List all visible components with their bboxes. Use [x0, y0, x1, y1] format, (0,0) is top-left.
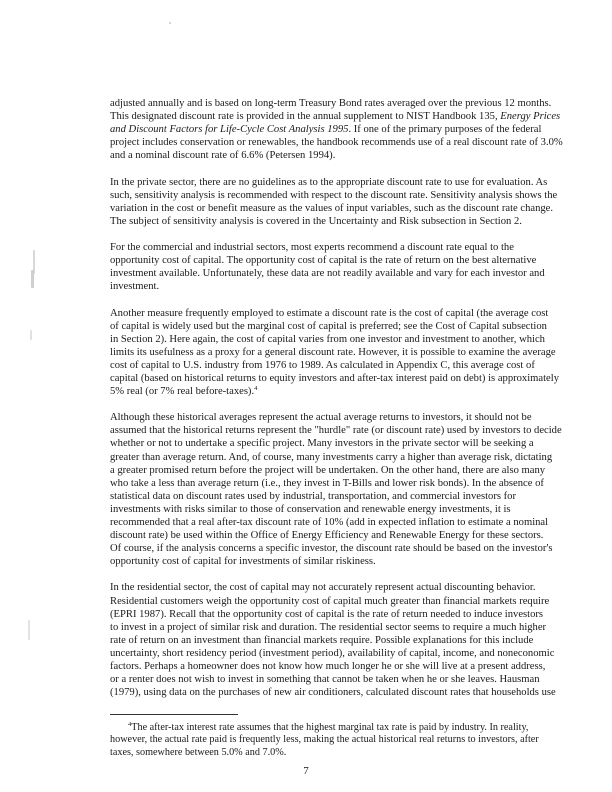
text-line: 5% real (or 7% real before-taxes).$^4$: [110, 385, 258, 398]
text-line: and a nominal discount rate of 6.6% (Petersen 1994).: [110, 150, 336, 162]
text-line: a greater promised return before the project will be undertaken. On the other hand, there are also many: [110, 464, 546, 476]
text-line: Residential customers weigh the opportunity cost of capital much greater than financial markets require: [110, 595, 550, 607]
text-line: greater than average return. And, of course, many investments carry a higher than average risk, dictating: [110, 451, 553, 463]
text-line: or a renter does not wish to invest in something that cannot be taken when he or she leaves. Hausman: [110, 674, 540, 686]
text-line: discount rate) be used within the Office of Energy Efficiency and Renewable Energy for these sectors.: [110, 530, 544, 542]
paragraph: [110, 411, 562, 568]
text-line: opportunity cost of capital for investments of similar riskiness.: [110, 556, 376, 568]
text-line: (1979), using data on the purchases of new air conditioners, calculated discount rates that households use: [110, 687, 556, 699]
text-line: statistical data on discount rates used by industrial, transportation, and commercial investors for: [110, 490, 516, 502]
text-line: whether or not to undertake a specific project. Many investors in the private sector will be seeking a: [110, 438, 534, 450]
paragraph: [110, 176, 558, 228]
scan-artifact: [31, 270, 34, 288]
text-line: assumed that the historical returns represent the "hurdle" rate (or discount rate) used by investors to decide: [110, 425, 562, 437]
text-line: opportunity cost of capital. The opportunity cost of capital is the rate of return on the best alternative: [110, 255, 537, 267]
text-line: capital (based on historical returns to equity investors and after-tax interest paid on debt) is approximately: [110, 372, 560, 384]
text-line: who take a less than average return (i.e., they invest in T-Bills and lower risk bonds). In the absence of: [110, 477, 544, 489]
text-line: factors. Perhaps a homeowner does not know how much longer he or she will live at a present address,: [110, 661, 546, 673]
text-line: For the commercial and industrial sectors, most experts recommend a discount rate equal to the: [110, 242, 514, 254]
text-line: variation in the cost or benefit measure as the values of input variables, such as the discount rate change.: [110, 202, 554, 214]
text-line: In the private sector, there are no guidelines as to the appropriate discount rate to use for evaluation. As: [110, 176, 548, 188]
footnote: [110, 721, 539, 759]
text-line: This designated discount rate is provided in the annual supplement to NIST Handbook 135, Energy Prices: [110, 111, 561, 123]
footnote-divider: [110, 714, 238, 715]
text-line: investment.: [110, 281, 160, 293]
text-line: In the residential sector, the cost of capital may not accurately represent actual discounting behavior.: [110, 582, 536, 594]
text-line: Although these historical averages represent the actual average returns to investors, it should not be: [110, 412, 532, 424]
text-line: uncertainty, short residency period (investment period), availability of capital, income, and noneconomic: [110, 647, 555, 659]
text-line: such, sensitivity analysis is recommended with respect to the discount rate. Sensitivity analysis shows the: [110, 189, 558, 201]
footnote-reference: 4: [254, 385, 258, 393]
text-line: and Discount Factors for Life-Cycle Cost Analysis 1995. If one of the primary purposes of the federal: [110, 124, 542, 136]
page-number: 7: [303, 765, 309, 777]
text-line: cost of capital to U.S. industry from 1976 to 1989. As calculated in Appendix C, this average cost of: [110, 359, 535, 371]
text-line: recommended that a real after-tax discount rate of 10% (add in expected inflation to estimate a nominal: [110, 517, 549, 528]
text-line: adjusted annually and is based on long-term Treasury Bond rates averaged over the previous 12 months.: [110, 98, 552, 109]
scan-artifact: [30, 330, 32, 340]
text-line: project includes conservation or renewables, the handbook recommends use of a real discount rate of 3.0%: [110, 137, 563, 149]
paragraph: [110, 307, 560, 399]
footnote-marker: 4: [128, 721, 132, 728]
paragraph: [110, 97, 563, 162]
text-line: The subject of sensitivity analysis is covered in the Uncertainty and Risk subsection in Section 2.: [110, 215, 522, 227]
text-line: of capital is widely used but the marginal cost of capital is preferred; see the Cost of Capital subsection: [110, 320, 547, 332]
scan-artifact: [28, 620, 30, 640]
paragraph: [110, 241, 545, 293]
footnote-line: however, the actual rate paid is frequently less, making the actual historical real returns to investors, after: [110, 734, 539, 746]
footnote-line: taxes, somewhere between 5.0% and 7.0%.: [110, 746, 287, 758]
text-line: rate of return on an investment than financial markets require. Possible explanations for this include: [110, 634, 534, 646]
text-line: (EPRI 1987). Recall that the opportunity cost of capital is the rate of return needed to induce investors: [110, 608, 544, 620]
paragraph: [110, 581, 556, 699]
italic-title: Energy Prices: [500, 111, 561, 123]
text-line: to invest in a project of similar risk and duration. The residential sector seems to require a much higher: [110, 621, 547, 633]
scan-artifact: [169, 22, 171, 24]
italic-title: and Discount Factors for Life-Cycle Cost Analysis 1995: [110, 124, 349, 136]
text-line: in Section 2). Here again, the cost of capital varies from one investor and investment to another, which: [110, 333, 545, 345]
text-line: limits its usefulness as a proxy for a general discount rate. However, it is possible to examine the average: [110, 346, 556, 358]
text-line: Another measure frequently employed to estimate a discount rate is the cost of capital (the average cost: [110, 307, 549, 319]
text-line: Of course, if the analysis concerns a specific investor, the discount rate should be based on the investor's: [110, 543, 553, 555]
text-line: investment available. Unfortunately, these data are not readily available and vary for each investor and: [110, 268, 545, 280]
body-text: [110, 97, 563, 699]
footnote-line: $^4$The after-tax interest rate assumes that the highest marginal tax rate is paid by industry. In reality,: [128, 721, 529, 733]
text-line: investments with risks similar to those of conservation and renewable energy investments, it is: [110, 503, 511, 515]
